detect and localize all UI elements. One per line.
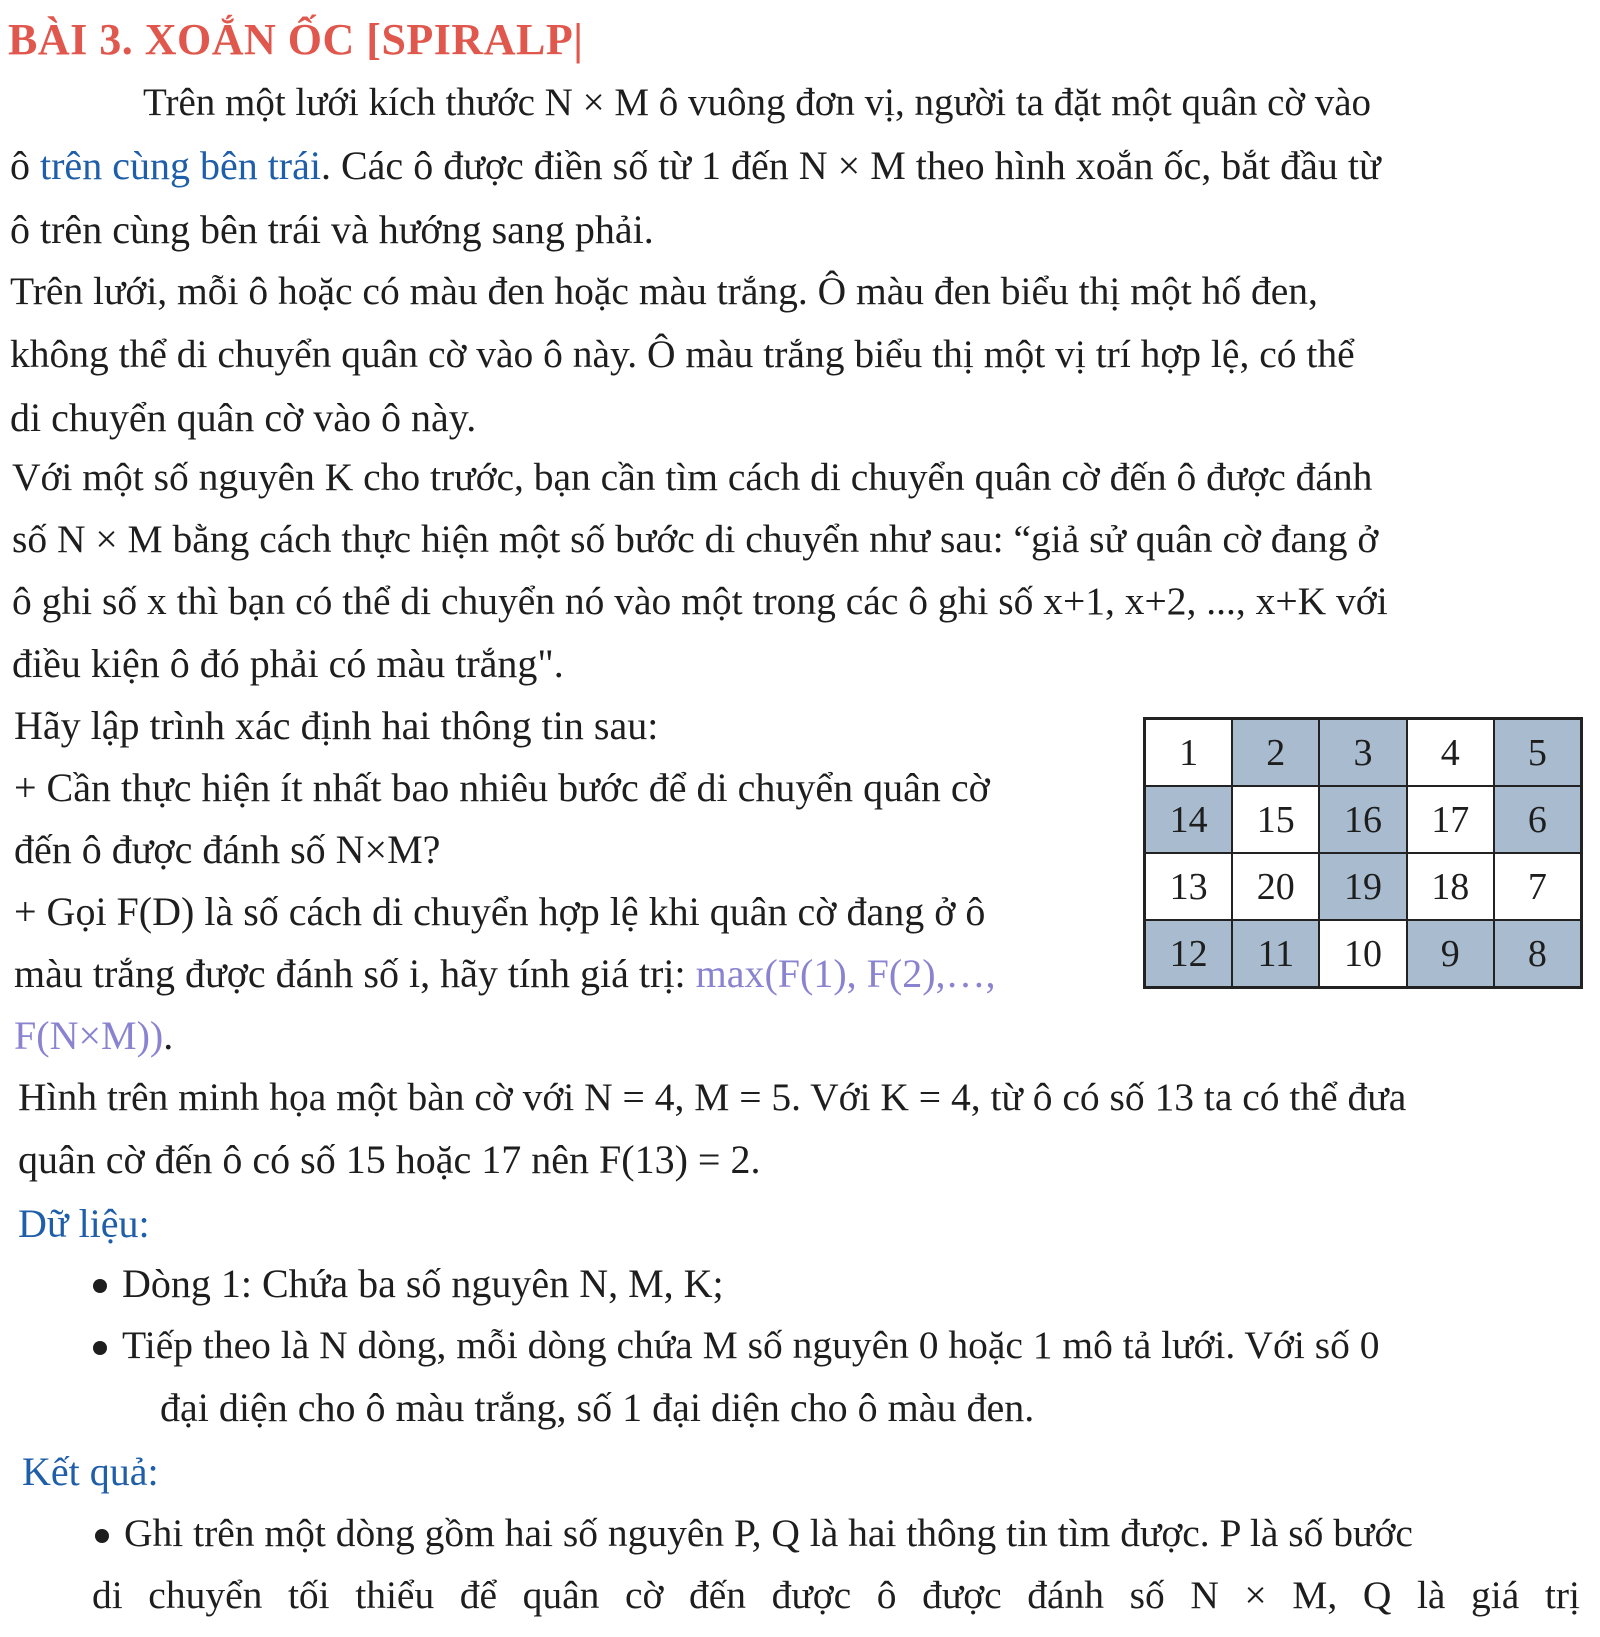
grid-cell: 14 [1145,786,1232,853]
grid-cell: 5 [1494,719,1581,786]
grid-cell: 15 [1232,786,1319,853]
grid-cell: 10 [1319,920,1406,987]
highlight-top-left: trên cùng bên trái [40,143,321,188]
text-line-3: ô trên cùng bên trái và hướng sang phải. [10,207,654,252]
grid-cell: 1 [1145,719,1232,786]
input-item-2: Tiếp theo là N dòng, mỗi dòng chứa M số nguyên 0 hoặc 1 mô tả lưới. Với số 0 [122,1323,1380,1367]
output-item-1: Ghi trên một dòng gồm hai số nguyên P, Q là hai thông tin tìm được. P là số bước [124,1511,1413,1555]
grid-cell: 11 [1232,920,1319,987]
formula-max-start: max(F(1), F(2),…, [695,951,996,996]
grid-cell: 3 [1319,719,1406,786]
text-line-10: điều kiện ô đó phải có màu trắng". [12,641,564,686]
output-item-1-cont: di chuyển tối thiểu để quân cờ đến được ô được đánh số N × M, Q là giá trị [92,1576,1580,1617]
text-line-8: số N × M bằng cách thực hiện một số bước di chuyển như sau: “giả sử quân cờ đang ở [12,517,1379,561]
formula-max-end: F(N×M)) [14,1013,164,1058]
text-line-14: + Gọi F(D) là số cách di chuyển hợp lệ khi quân cờ đang ở ô [14,889,986,934]
grid-cell: 20 [1232,853,1319,920]
text-line-6: di chuyển quân cờ vào ô này. [10,395,477,440]
bullet-icon [93,1279,107,1293]
text-line-16 [14,1013,174,1058]
grid-cell: 8 [1494,920,1581,987]
grid-cell: 12 [1145,920,1232,987]
grid-cell: 2 [1232,719,1319,786]
formula-period: . [163,1013,174,1058]
bullet-icon [95,1529,109,1543]
text-line-2a: ô [10,143,40,188]
text-line-2 [10,143,1381,188]
input-item-1: Dòng 1: Chứa ba số nguyên N, M, K; [122,1261,724,1306]
text-line-4: Trên lưới, mỗi ô hoặc có màu đen hoặc màu trắng. Ô màu đen biểu thị một hố đen, [10,269,1318,313]
text-line-15 [14,951,996,996]
text-line-2b: . Các ô được điền số từ 1 đến N × M theo hình xoắn ốc, bắt đầu từ [321,143,1381,188]
text-line-9: ô ghi số x thì bạn có thể di chuyển nó vào một trong các ô ghi số x+1, x+2, ..., x+K với [12,579,1388,623]
text-line-13: đến ô được đánh số N×M? [14,827,441,872]
bullet-icon [93,1341,107,1355]
grid-cell: 7 [1494,853,1581,920]
output-heading: Kết quả: [22,1449,159,1494]
grid-cell: 19 [1319,853,1406,920]
input-item-2-cont: đại diện cho ô màu trắng, số 1 đại diện cho ô màu đen. [160,1385,1035,1430]
text-line-18: quân cờ đến ô có số 15 hoặc 17 nên F(13) = 2. [18,1137,761,1182]
text-line-5: không thể di chuyển quân cờ vào ô này. Ô màu trắng biểu thị một vị trí hợp lệ, có thể [10,332,1355,376]
grid-cell: 16 [1319,786,1406,853]
problem-title: BÀI 3. XOẮN ỐC [SPIRALP| [8,15,584,64]
text-line-17: Hình trên minh họa một bàn cờ với N = 4, M = 5. Với K = 4, từ ô có số 13 ta có thể đưa [18,1075,1407,1119]
input-heading: Dữ liệu: [18,1201,150,1246]
grid-cell: 18 [1407,853,1494,920]
text-line-15a: màu trắng được đánh số i, hãy tính giá trị: [14,951,696,996]
grid-cell: 4 [1407,719,1494,786]
text-line-11: Hãy lập trình xác định hai thông tin sau: [14,703,659,748]
text-line-1: Trên một lưới kích thước N × M ô vuông đơn vị, người ta đặt một quân cờ vào [143,81,1372,124]
grid-cell: 13 [1145,853,1232,920]
grid-cell: 6 [1494,786,1581,853]
text-line-7: Với một số nguyên K cho trước, bạn cần tìm cách di chuyển quân cờ đến ô được đánh [12,455,1373,499]
grid-cell: 9 [1407,920,1494,987]
text-line-12: + Cần thực hiện ít nhất bao nhiêu bước để di chuyển quân cờ [14,765,990,810]
grid-cell: 17 [1407,786,1494,853]
spiral-grid [1143,717,1583,989]
